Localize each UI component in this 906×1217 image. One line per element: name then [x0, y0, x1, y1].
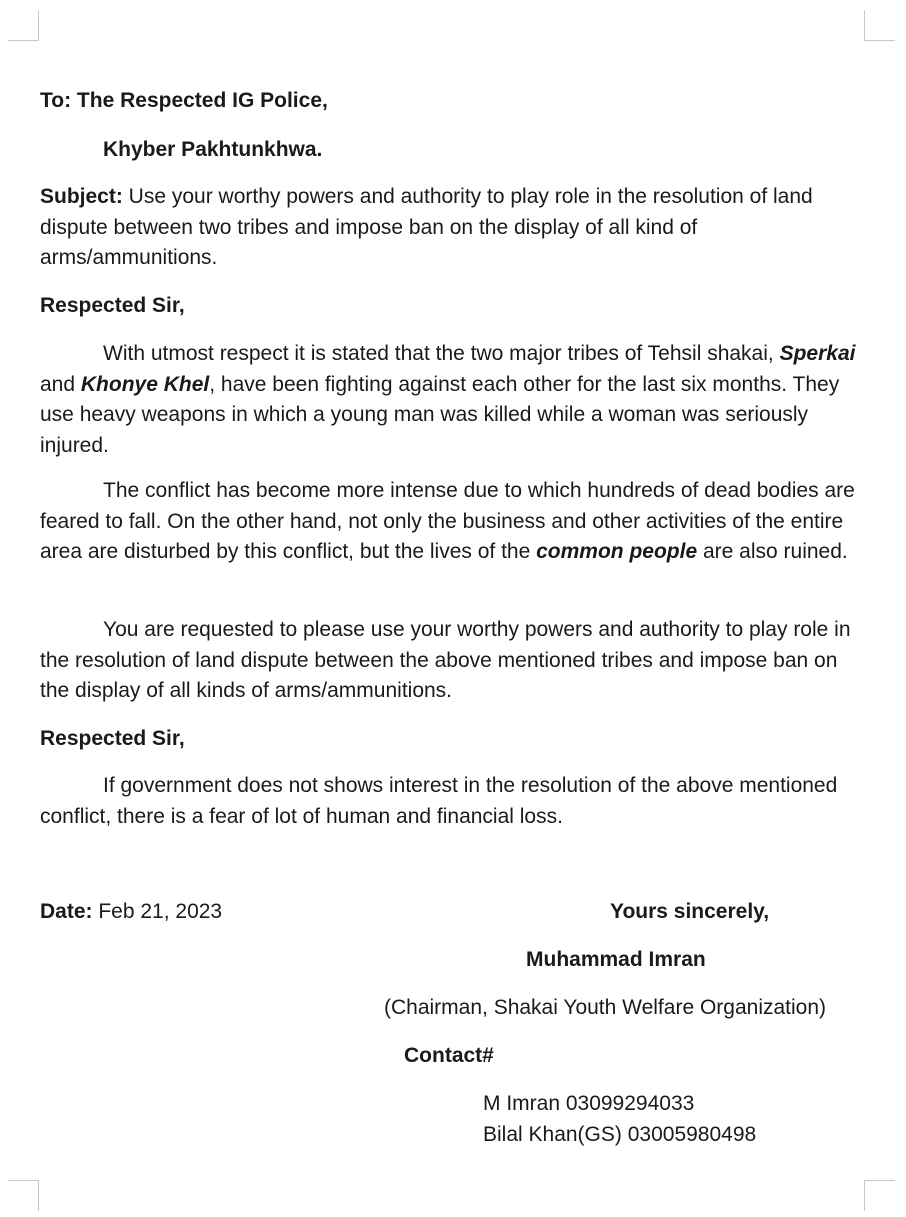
subject-label: Subject:	[40, 185, 123, 208]
tribe-name-2: Khonye Khel	[80, 372, 210, 396]
tribe-name-1: Sperkai	[779, 342, 856, 365]
salutation-second: Respected Sir,	[40, 727, 185, 750]
subject-paragraph	[40, 182, 866, 274]
date-line	[40, 897, 222, 928]
crop-mark-top-right	[864, 10, 895, 41]
contact-line-1: M Imran 03099294033	[483, 1092, 695, 1115]
p1-text-b: , have been fighting against each other for the last six months. They use heavy weapons in which a young man was killed while a woman was seriously injured.	[40, 372, 840, 457]
closing: Yours sincerely,	[610, 900, 770, 923]
contact-label: Contact#	[404, 1044, 494, 1067]
date-label: Date:	[40, 900, 93, 923]
p2-text-a: The conflict has become more intense due to which hundreds of dead bodies are feared to fall. On the other hand, not only the business and other activities of the entire area are disturbed by this conflict, but the lives of the	[40, 479, 855, 563]
recipient-line: To: The Respected IG Police,	[40, 89, 328, 112]
recipient-place: Khyber Pakhtunkhwa.	[103, 138, 323, 161]
signer-title: (Chairman, Shakai Youth Welfare Organization)	[384, 996, 827, 1019]
p1-text-and: and	[40, 372, 81, 396]
body-paragraph-1	[40, 339, 866, 461]
crop-mark-top-left	[8, 10, 39, 41]
p1-text-a: With utmost respect it is stated that the two major tribes of Tehsil shakai,	[103, 342, 780, 365]
crop-mark-bottom-right	[864, 1180, 895, 1211]
body-paragraph-2	[40, 476, 866, 568]
p2-text-b: are also ruined.	[697, 540, 848, 563]
body-paragraph-4: If government does not shows interest in the resolution of the above mentioned conflict, there is a fear of lot of human and financial loss.	[40, 774, 838, 828]
body-paragraph-3: You are requested to please use your worthy powers and authority to play role in the resolution of land dispute between the above mentioned tribes and impose ban on the display of all kinds of arms/ammunitions.	[40, 618, 851, 702]
subject-text: Use your worthy powers and authority to play role in the resolution of land dispute between two tribes and impose ban on the display of all kind of arms/ammunitions.	[40, 185, 813, 269]
signer-name: Muhammad Imran	[526, 948, 706, 971]
salutation-first: Respected Sir,	[40, 294, 185, 317]
contact-line-2: Bilal Khan(GS) 03005980498	[483, 1123, 757, 1146]
date-value: Feb 21, 2023	[92, 900, 223, 923]
common-people-emphasis: common people	[536, 540, 698, 563]
crop-mark-bottom-left	[8, 1180, 39, 1211]
